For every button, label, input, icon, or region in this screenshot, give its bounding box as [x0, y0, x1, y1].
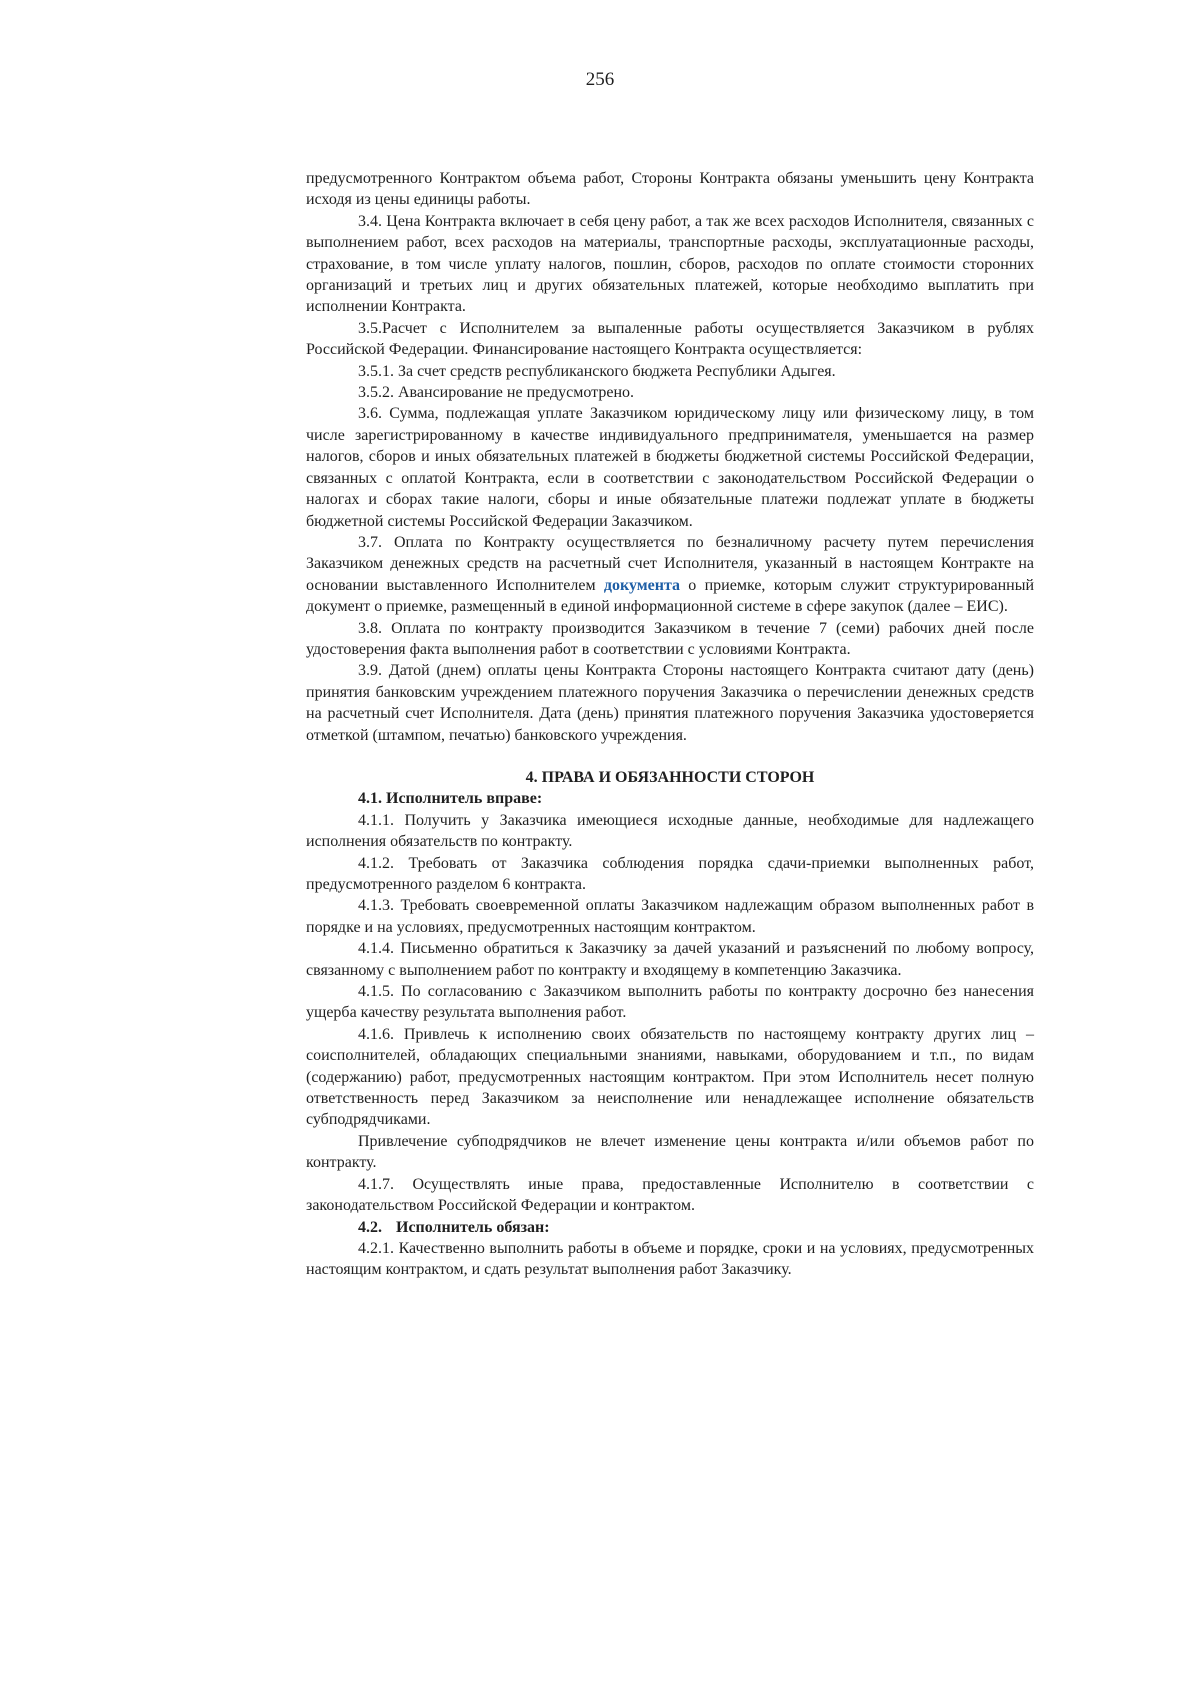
clause-4-2-1: 4.2.1. Качественно выполнить работы в объеме и порядке, сроки и на условиях, предусмотренных настоящим контрактом, и сдать результат выполнения работ Заказчику. [306, 1239, 1034, 1279]
heading-4-2-text: Исполнитель обязан: [396, 1218, 550, 1236]
clause-4-1-6: 4.1.6. Привлечь к исполнению своих обязательств по настоящему контракту других лиц – соисполнителей, обладающих специальными знаниями, навыками, оборудованием и т.п., по видам (содержанию) работ, предусмотренных настоящим контрактом. При этом Исполнитель несет полную ответственность перед Заказчиком за неисполнение или ненадлежащее исполнение обязательств субподрядчиками. [306, 1025, 1034, 1129]
clause-4-1-2: 4.1.2. Требовать от Заказчика соблюдения порядка сдачи-приемки выполненных работ, предусмотренного разделом 6 контракта. [306, 854, 1034, 893]
clause-4-1-5: 4.1.5. По согласованию с Заказчиком выполнить работы по контракту досрочно без нанесения ущерба качеству результата выполнения работ. [306, 983, 1034, 1022]
clause-3-5-1: 3.5.1. За счет средств республиканского бюджета Республики Адыгея. [358, 362, 836, 380]
clause-4-1-4: 4.1.4. Письменно обратиться к Заказчику за дачей указаний и разъяснений по любому вопросу, связанному с выполнением работ по контракту и входящему в компетенцию Заказчика. [306, 940, 1034, 979]
clause-3-8: 3.8. Оплата по контракту производится Заказчиком в течение 7 (семи) рабочих дней после удостоверения факта выполнения работ в соответствии с условиями Контракта. [306, 619, 1034, 658]
clause-3-7-text-after: о приемке, которым служит структурированный документ о приемке, размещенный в единой информационной системе в сфере закупок (далее – ЕИС). [306, 576, 1035, 616]
heading-4-2-number: 4.2. [358, 1218, 382, 1236]
clause-4-1-1: 4.1.1. Получить у Заказчика имеющиеся исходные данные, необходимые для надлежащего исполнения обязательств по контракту. [306, 811, 1034, 851]
clause-3-7 [306, 532, 1034, 618]
document-body [306, 168, 1034, 1281]
clause-4-1-3: 4.1.3. Требовать своевременной оплаты Заказчиком надлежащим образом выполненных работ в порядке и на условиях, предусмотренных настоящим контрактом. [306, 897, 1034, 936]
clause-3-6: 3.6. Сумма, подлежащая уплате Заказчиком юридическому лицу или физическому лицу, в том числе зарегистрированному в качестве индивидуального предпринимателя, уменьшается на размер налогов, сборов и иных обязательных платежей в бюджеты бюджетной системы Российской Федерации, связанных с оплатой Контракта, если в соответствии с законодательством Российской Федерации о налогах и сборах такие налоги, сборы и иные обязательные платежи подлежат уплате в бюджеты бюджетной системы Российской Федерации Заказчиком. [306, 405, 1034, 530]
clause-3-9: 3.9. Датой (днем) оплаты цены Контракта Стороны настоящего Контракта считают дату (день) принятия банковским учреждением платежного поручения Заказчика о перечислении денежных средств на расчетный счет Исполнителя. Дата (день) принятия платежного поручения Заказчика удостоверяется отметкой (штампом, печатью) банковского учреждения. [306, 662, 1034, 744]
clause-3-5: 3.5.Расчет с Исполнителем за выпаленные работы осуществляется Заказчиком в рублях Российской Федерации. Финансирование настоящего Контракта осуществляется: [306, 319, 1034, 359]
clause-3-5-2: 3.5.2. Авансирование не предусмотрено. [358, 384, 635, 402]
clause-4-1-7: 4.1.7. Осуществлять иные права, предоставленные Исполнителю в соответствии с законодательством Российской Федерации и контрактом. [306, 1175, 1034, 1215]
page-number: 256 [585, 69, 615, 90]
heading-4-1: 4.1. Исполнитель вправе: [358, 790, 543, 808]
section-4-title: 4. ПРАВА И ОБЯЗАННОСТИ СТОРОН [525, 768, 815, 786]
heading-4-2 [306, 1217, 1034, 1238]
document-link[interactable]: документа [603, 576, 681, 594]
clause-3-7-text-before: 3.7. Оплата по Контракту осуществляется по безналичному расчету путем перечисления Заказчиком денежных средств на расчетный счет Исполнителя, указанный в настоящем Контракте на основании выставленного Исполнителем [306, 533, 1034, 594]
subcontract-paragraph: Привлечение субподрядчиков не влечет изменение цены контракта и/или объемов работ по контракту. [306, 1132, 1034, 1172]
paragraph-continued: предусмотренного Контрактом объема работ, Стороны Контракта обязаны уменьшить цену Контракта исходя из цены единицы работы. [306, 170, 1034, 209]
clause-3-4: 3.4. Цена Контракта включает в себя цену работ, а так же всех расходов Исполнителя, связанных с выполнением работ, всех расходов на материалы, транспортные расходы, эксплуатационные расходы, страхование, в том числе уплату налогов, пошлин, сборов, расходов по оплате стоимости сторонних организаций и третьих лиц и других обязательных платежей, которые необходимо выплатить при исполнении Контракта. [306, 212, 1034, 316]
